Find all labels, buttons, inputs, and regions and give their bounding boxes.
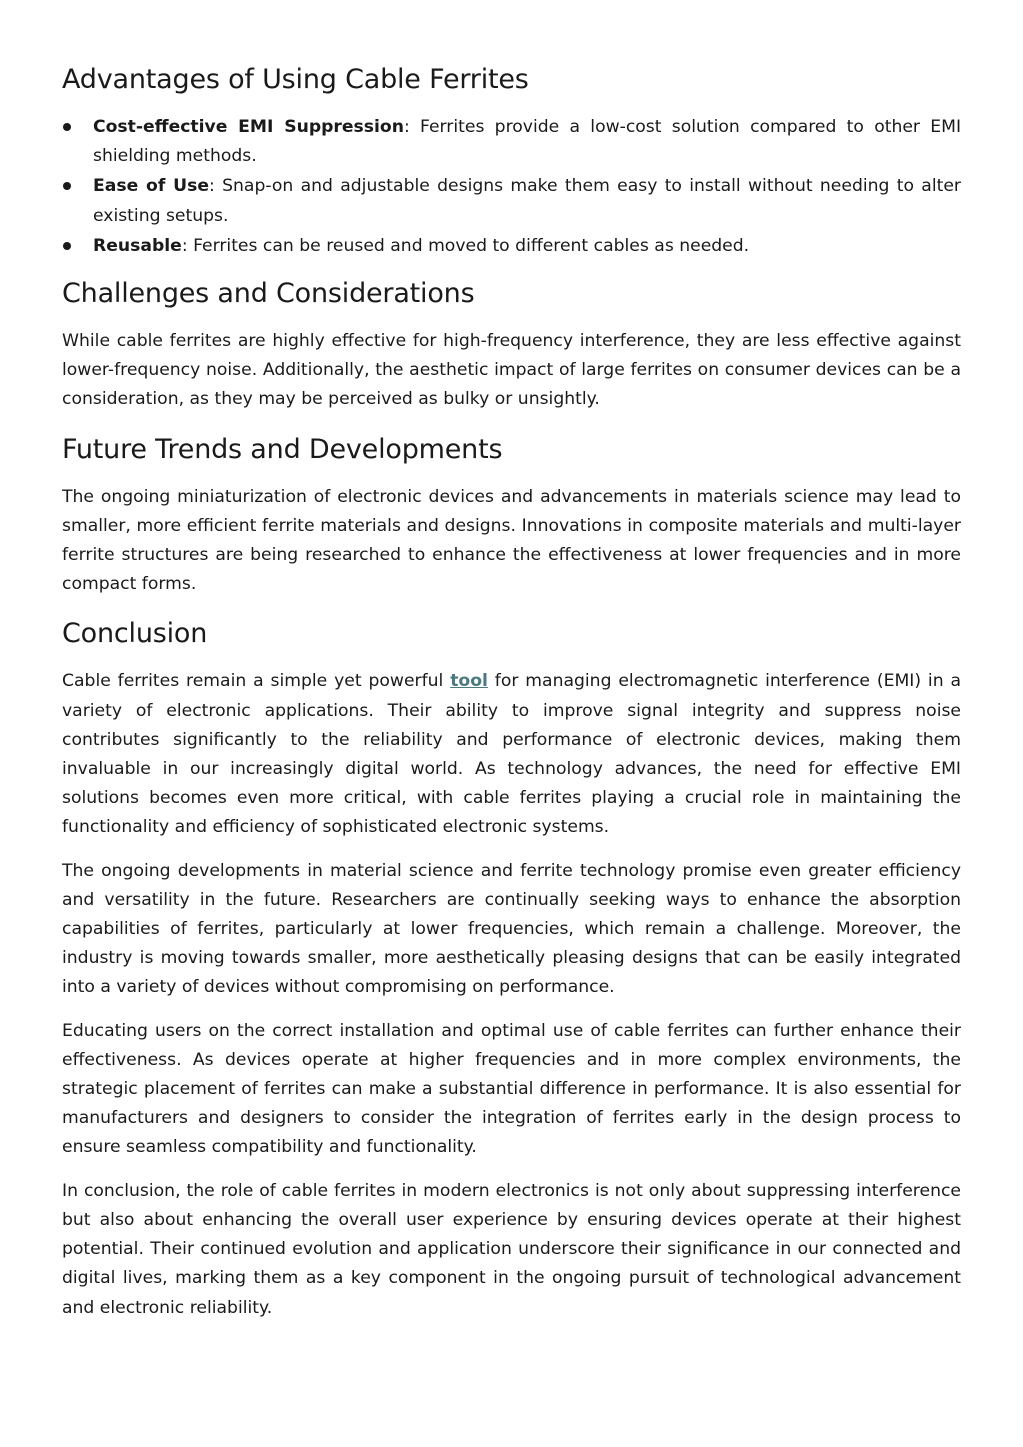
heading-advantages: Advantages of Using Cable Ferrites	[62, 64, 529, 95]
conclusion-paragraph-1	[62, 667, 961, 842]
conclusion-paragraph-3: Educating users on the correct installation and optimal use of cable ferrites can further enhance their effectiveness. As devices operate at higher frequencies and in more complex environments, the strategic placement of ferrites can make a substantial difference in performance. It is also essential for manufacturers and designers to consider the integration of ferrites early in the design process to ensure seamless compatibility and functionality.	[62, 1020, 961, 1158]
list-item-term: Reusable	[93, 235, 182, 256]
conclusion-p1-end: for managing electromagnetic interference (EMI) in a variety of electronic applications. Their ability to improve signal integrity and suppress noise contributes significantly to the reliability and performance of electronic devices, making them invaluable in our increasingly digital world. As technology advances, the need for effective EMI solutions becomes even more critical, with cable ferrites playing a crucial role in maintaining the functionality and efficiency of sophisticated electronic systems.	[62, 671, 961, 838]
heading-challenges: Challenges and Considerations	[62, 278, 475, 310]
heading-conclusion: Conclusion	[62, 618, 208, 650]
list-item	[62, 232, 961, 261]
conclusion-paragraph-2: The ongoing developments in material science and ferrite technology promise even greater efficiency and versatility in the future. Researchers are continually seeking ways to enhance the absorption capabilities of ferrites, particularly at lower frequencies, which remain a challenge. Moreover, the industry is moving towards smaller, more aesthetically pleasing designs that can be easily integrated into a variety of devices without compromising on performance.	[62, 860, 961, 998]
tool-link[interactable]: tool	[450, 671, 488, 692]
list-item-text: : Ferrites provide a low-cost solution compared to other EMI shielding methods.	[93, 117, 962, 167]
list-item	[62, 172, 961, 230]
list-item-text: : Snap-on and adjustable designs make them easy to install without needing to alter existing setups.	[93, 176, 961, 226]
list-item	[62, 113, 961, 171]
list-item-term: Cost-effective EMI Suppression	[93, 117, 404, 137]
future-paragraph: The ongoing miniaturization of electronic devices and advancements in materials science may lead to smaller, more efficient ferrite materials and designs. Innovations in composite materials and multi-layer ferrite structures are being researched to enhance the effectiveness at lower frequencies and in more compact forms.	[62, 486, 961, 595]
list-item-text: : Ferrites can be reused and moved to different cables as needed.	[181, 235, 750, 256]
heading-future-trends: Future Trends and Developments	[62, 433, 503, 465]
advantages-list	[62, 113, 961, 261]
challenges-paragraph: While cable ferrites are highly effective for high-frequency interference, they are less effective against lower-frequency noise. Additionally, the aesthetic impact of large ferrites on consumer devices can be a consideration, as they may be perceived as bulky or unsightly.	[62, 331, 961, 410]
document-page	[62, 0, 961, 1337]
conclusion-p1-start: Cable ferrites remain a simple yet powerful	[62, 671, 451, 692]
list-item-term: Ease of Use	[93, 176, 210, 197]
conclusion-paragraph-4: In conclusion, the role of cable ferrites in modern electronics is not only about suppressing interference but also about enhancing the overall user experience by ensuring devices operate at their highest potential. Their continued evolution and application underscore their significance in our connected and digital lives, marking them as a key component in the ongoing pursuit of technological advancement and electronic reliability.	[62, 1180, 961, 1318]
